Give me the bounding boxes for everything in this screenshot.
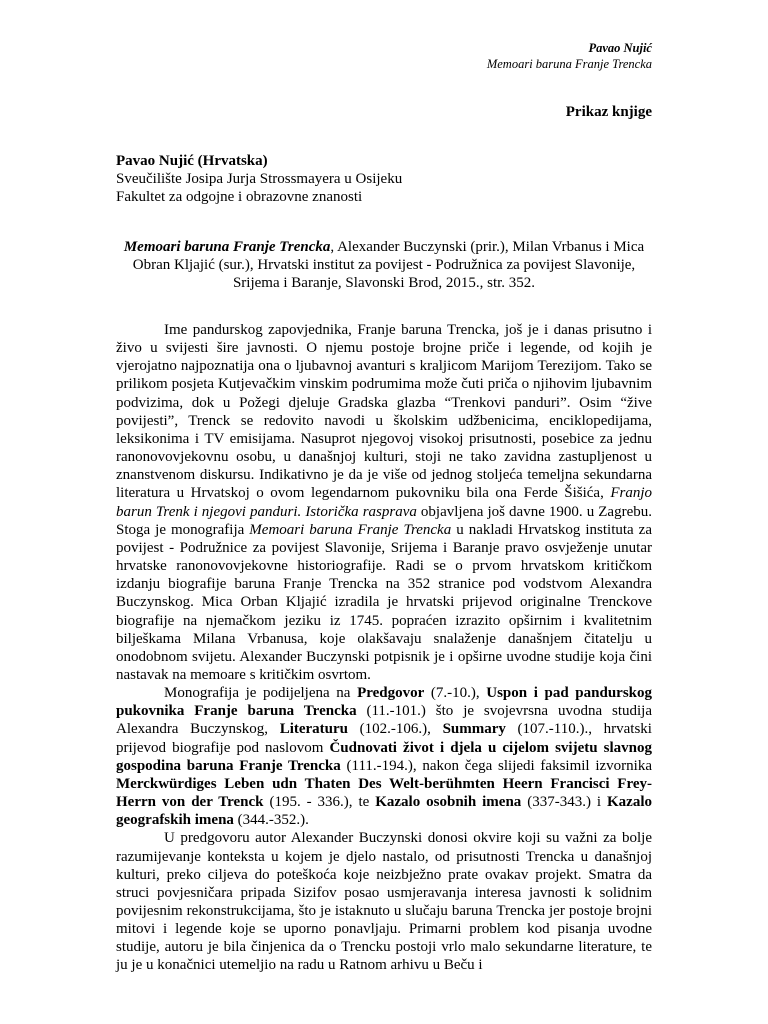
running-header-title: Memoari baruna Franje Trencka bbox=[486, 57, 652, 71]
author-affiliation-university: Sveučilište Josipa Jurja Strossmayera u Osijeku bbox=[116, 171, 403, 187]
page-range: (337-343.) i bbox=[521, 794, 607, 811]
chapter-title: Merckwürdiges Leben udn Thaten Des Welt-berühmten Heern Francisci Frey-Herrn von der Trenck bbox=[116, 775, 652, 811]
paragraph-2 bbox=[116, 684, 652, 829]
running-header bbox=[487, 40, 652, 72]
chapter-title: Kazalo geografskih imena bbox=[116, 794, 652, 829]
paragraph-2-text: (111.-194.), nakon čega slijedi faksimil izvornika bbox=[340, 757, 652, 774]
chapter-title: Uspon i pad pandurskog pukovnika Franje baruna Trencka bbox=[116, 685, 652, 720]
book-details: , Alexander Buczynski (prir.), Milan Vrbanus i Mica Obran Kljajić (sur.), Hrvatski institut za povijest - Podružnica za povijest Slavonije, Srijema i Baranje, Slavonski Brod, 2015., str. 352. bbox=[132, 239, 645, 291]
book-citation bbox=[116, 238, 652, 292]
paragraph-2-text: (11.-101.) što je svojevrsna uvodna studija Alexandra Buczynskog, bbox=[116, 703, 652, 738]
paragraph-1 bbox=[116, 321, 652, 684]
paragraph-1-text: u nakladi Hrvatskog instituta za povijest - Podružnice za povijest Slavonije, Srijema i Baranje pravo osvježenje unutar hrvatske ranonovovjekovne historiografije. Radi se o prvom hrvatskom kritičkom izdanju biografije baruna Franje Trencka na 352 stranice pod vodstvom Alexandra Buczynskog. Mica Orban Kljajić izradila je hrvatski prijevod originalne Trenckove biografije na njemačkom jeziku iz 1745. popraćen izrazito opširnim i kvalitetnim bilješkama Milana Vrbanusa, koje olakšavaju snalaženje današnjem čitatelju u onodobnom svijetu. Alexander Buczynski potpisnik je i opširne uvodne studije koja čini nastavak na memoare s kritičkim osvrtom. bbox=[116, 521, 652, 683]
monograph-title: Memoari baruna Franje Trencka bbox=[249, 521, 452, 538]
page-range: (195. - 336.), te bbox=[263, 794, 376, 811]
author-block bbox=[116, 152, 402, 206]
running-header-author: Pavao Nujić bbox=[588, 41, 652, 55]
page-range: (344.-352.). bbox=[233, 812, 309, 829]
paragraph-1-text: Ime pandurskog zapovjednika, Franje baruna Trencka, još je i danas prisutno i živo u svijesti šire javnosti. O njemu postoje brojne priče i legende, od kojih je vjerojatno najpoznatija ona o ljubavnoj avanturi s kraljicom Marijom Terezijom. Tako se prilikom posjeta Kutjevačkim vinskim podrumima može čuti priča o njihovim ljubavnim podvizima, dok u Požegi djeluje Gradska glazba “Trenkovi panduri”. Osim “žive povijesti”, Trenck se redovito navodi u školskim udžbenicima, enciklopedijama, leksikonima i TV emisijama. Nasuprot njegovoj visokoj prisutnosti, posebice za jednu ranonovovjekovnu osobu, u današnjoj kulturi, stoji ne tako zavidna zastupljenost u znanstvenom diskursu. Indikativno je da je više od jednog stoljeća temeljna sekundarna literatura u Hrvatskoj o ovom legendarnom pukovniku bila ona Ferde Šišića, bbox=[116, 322, 652, 502]
author-name: Pavao Nujić (Hrvatska) bbox=[116, 153, 268, 169]
book-title: Memoari baruna Franje Trencka bbox=[123, 239, 331, 255]
paragraph-2-text: Monografija je podijeljena na bbox=[164, 685, 358, 702]
chapter-title: Čudnovati život i djela u cijelom svijetu slavnog gospodina baruna Franje Trencka bbox=[116, 739, 652, 774]
review-body bbox=[116, 321, 652, 975]
sisic-book-title: Franjo barun Trenk i njegovi panduri. Istorička rasprava bbox=[116, 485, 652, 520]
page-range: (102.-106.), bbox=[348, 721, 443, 738]
chapter-title: Literaturu bbox=[279, 721, 349, 738]
paragraph-3: U predgovoru autor Alexander Buczynski donosi okvire koji su važni za bolje razumijevanje konteksta u kojem je djelo nastalo, od prisutnosti Trencka u današnjoj kulturi, preko ciljeva do poteškoća koje neizbježno prate ovakav projekt. Smatra da struci povjesničara pripada Sizifov posao usmjeravanja interesa javnosti k solidnim povijesnim rekonstrukcijama, što je istaknuto u slučaju baruna Trencka jer postoje brojni mitovi i legende koje se uporno ponavljaju. Primarni problem kod pisanja uvodne studije, autoru je bila činjenica da o Trencku postoji vrlo malo sekundarne literature, te ju je u konačnici utemeljio na radu u Ratnom arhivu u Beču i bbox=[116, 830, 652, 974]
chapter-title: Summary bbox=[442, 721, 506, 738]
paragraph-2-text: (107.-110.)., hrvatski prijevod biografije pod naslovom bbox=[116, 721, 652, 756]
chapter-title: Kazalo osobnih imena bbox=[375, 794, 522, 811]
paragraph-1-text: objavljena još davne 1900. u Zagrebu. Stoga je monografija bbox=[116, 503, 652, 538]
page-range: (7.-10.), bbox=[424, 685, 487, 702]
section-label: Prikaz knjige bbox=[565, 104, 652, 120]
author-affiliation-faculty: Fakultet za odgojne i obrazovne znanosti bbox=[116, 189, 363, 205]
chapter-title: Predgovor bbox=[357, 685, 425, 702]
